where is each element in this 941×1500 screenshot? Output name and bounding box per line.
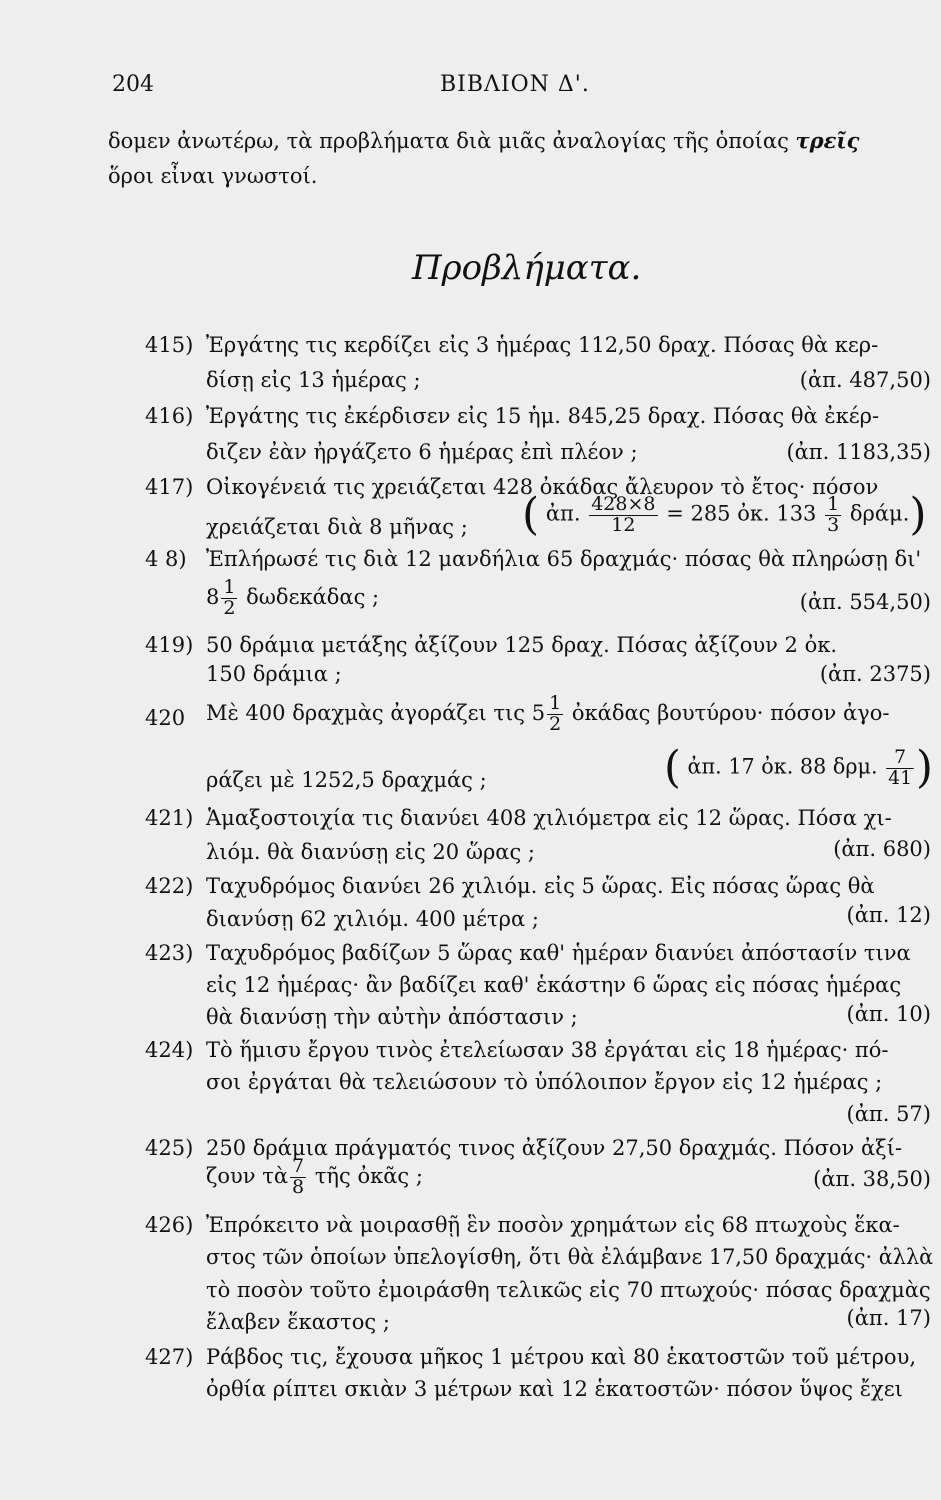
answer: (ἀπ. 38,50)	[813, 1167, 931, 1191]
problem-text: Ἐπρόκειτο νὰ μοιρασθῇ ἓν ποσὸν χρημάτων εἰς 68 πτωχοὺς ἕκα-	[206, 1213, 900, 1237]
denominator: 2	[549, 712, 562, 735]
fraction	[886, 745, 914, 789]
answer-text: ἀπ. 17 ὀκ. 88 δρμ.	[687, 754, 878, 779]
denominator: 3	[827, 513, 840, 536]
problem-text-part: τῆς ὀκᾶς ;	[314, 1163, 423, 1188]
problem-text: Οἰκογένειά τις χρειάζεται 428 ὀκάδας ἄλευρον τὸ ἔτος· πόσον	[206, 475, 879, 499]
problem-text: στος τῶν ὁποίων ὑπελογίσθη, ὅτι θὰ ἐλάμβανε 17,50 δραχμάς· ἀλλὰ	[206, 1245, 934, 1269]
problem-text: διανύσῃ 62 χιλιόμ. 400 μέτρα ;	[206, 907, 539, 931]
problem-text-part: ὀκάδας βουτύρου· πόσον ἀγο-	[571, 700, 890, 725]
answer-text: = 285 ὀκ. 133	[666, 501, 817, 526]
problem-text: Ράβδος τις, ἔχουσα μῆκος 1 μέτρου καὶ 80 ἑκατοστῶν τοῦ μέτρου,	[206, 1345, 917, 1369]
problem-number: 425)	[145, 1136, 194, 1160]
problem-text	[206, 578, 379, 619]
problem-text: σοι ἐργάται θὰ τελειώσουν τὸ ὑπόλοιπον ἔργον εἰς 12 ἡμέρας ;	[206, 1070, 883, 1094]
denominator: 2	[223, 596, 236, 619]
problem-number: 416)	[145, 404, 194, 428]
numerator: 1	[223, 576, 236, 598]
paren-close: )	[909, 489, 927, 540]
paren-open: (	[664, 742, 681, 793]
fraction	[290, 1157, 306, 1198]
fraction	[547, 694, 563, 735]
answer-text: δράμ.	[849, 501, 910, 526]
problem-number: 417)	[145, 475, 194, 499]
problem-text-part: Μὲ 400 δραχμὰς ἀγοράζει τις 5	[206, 700, 546, 725]
problem-number: 424)	[145, 1038, 194, 1062]
problem-number: 426)	[145, 1213, 194, 1237]
denominator: 41	[888, 766, 913, 789]
problem-text: 250 δράμια πράγματός τινος ἀξίζουν 27,50 δραχμάς. Πόσον ἀξί-	[206, 1136, 903, 1160]
problem-number: 4 8)	[145, 547, 187, 571]
answer: (ἀπ. 554,50)	[799, 590, 931, 614]
fraction	[589, 492, 657, 536]
problem-text: χρειάζεται διὰ 8 μῆνας ;	[206, 515, 468, 539]
answer: (ἀπ. 10)	[846, 1002, 931, 1026]
problem-number: 421)	[145, 806, 194, 830]
section-title: Προβλήματα.	[412, 248, 642, 288]
paren-open: (	[522, 489, 540, 540]
numerator: 7	[292, 1155, 305, 1177]
intro-line-2: ὅροι εἶναι γνωστοί.	[108, 164, 318, 188]
answer: (ἀπ. 2375)	[819, 662, 931, 686]
problem-number: 423)	[145, 941, 194, 965]
problem-text: Ἐργάτης τις κερδίζει εἰς 3 ἡμέρας 112,50 δραχ. Πόσας θὰ κερ-	[206, 333, 879, 357]
problem-number: 427)	[145, 1345, 194, 1369]
problem-text: Τὸ ἥμισυ ἔργου τινὸς ἐτελείωσαν 38 ἐργάται εἰς 18 ἡμέρας· πό-	[206, 1038, 889, 1062]
denominator: 12	[611, 513, 636, 536]
problem-text-part: ζουν τὰ	[206, 1163, 289, 1188]
fraction	[221, 578, 237, 619]
answer	[664, 742, 933, 793]
answer: (ἀπ. 487,50)	[799, 368, 931, 392]
numerator: 1	[827, 492, 840, 515]
problem-text: λιόμ. θὰ διανύσῃ εἰς 20 ὥρας ;	[206, 840, 535, 864]
running-title: ΒΙΒΛΙΟΝ Δ'.	[440, 72, 590, 97]
problem-text: θὰ διανύσῃ τὴν αὐτὴν ἀπόστασιν ;	[206, 1005, 578, 1029]
problem-number: 422)	[145, 874, 194, 898]
paren-close: )	[915, 742, 933, 793]
problem-text: Ἐπλήρωσέ τις διὰ 12 μανδήλια 65 δραχμάς· πόσας θὰ πληρώσῃ δι'	[206, 547, 922, 571]
problem-text-rest: δωδεκάδας ;	[246, 584, 380, 609]
answer: (ἀπ. 12)	[846, 903, 931, 927]
intro-line-1	[108, 128, 859, 153]
problem-text: εἰς 12 ἡμέρας· ἂν βαδίζει καθ' ἑκάστην 6 ὥρας εἰς πόσας ἡμέρας	[206, 973, 902, 997]
problem-number: 419)	[145, 633, 194, 657]
problem-text: Ταχυδρόμος διανύει 26 χιλιόμ. εἰς 5 ὥρας. Εἰς πόσας ὥρας θὰ	[206, 874, 875, 898]
problem-text: 150 δράμια ;	[206, 662, 342, 686]
problem-text: 50 δράμια μετάξης ἀξίζουν 125 δραχ. Πόσας ἀξίζουν 2 ὀκ.	[206, 633, 838, 657]
intro-emphasis: τρεῖς	[795, 128, 860, 153]
numerator: 7	[886, 748, 914, 769]
answer	[522, 489, 927, 540]
intro-text: δομεν ἀνωτέρω, τὰ προβλήματα διὰ μιᾶς ἀναλογίας τῆς ὁποίας	[108, 129, 796, 153]
problem-text: Ἐργάτης τις ἐκέρδισεν εἰς 15 ἡμ. 845,25 δραχ. Πόσας θὰ ἐκέρ-	[206, 404, 880, 428]
answer: (ἀπ. 680)	[833, 837, 931, 861]
numerator: 1	[549, 692, 562, 714]
mixed-whole: 8	[206, 584, 220, 609]
problem-text: διζεν ἐὰν ἠργάζετο 6 ἡμέρας ἐπὶ πλέον ;	[206, 440, 638, 464]
problem-number: 420	[145, 706, 186, 730]
answer: (ἀπ. 1183,35)	[786, 440, 931, 464]
answer-prefix: ἀπ.	[545, 501, 581, 526]
fraction	[825, 492, 841, 536]
problem-text: Ταχυδρόμος βαδίζων 5 ὥρας καθ' ἡμέραν διανύει ἀπόστασίν τινα	[206, 941, 911, 965]
problem-text	[206, 694, 889, 735]
problem-number: 415)	[145, 333, 194, 357]
problem-text: τὸ ποσὸν τοῦτο ἐμοιράσθη τελικῶς εἰς 70 πτωχούς· πόσας δραχμὰς	[206, 1278, 931, 1302]
answer: (ἀπ. 57)	[846, 1102, 931, 1126]
problem-text: Ἁμαξοστοιχία τις διανύει 408 χιλιόμετρα εἰς 12 ὥρας. Πόσα χι-	[206, 806, 892, 830]
problem-text: ἔλαβεν ἕκαστος ;	[206, 1310, 390, 1334]
problem-text	[206, 1157, 423, 1198]
problem-text: δίσῃ εἰς 13 ἡμέρας ;	[206, 368, 421, 392]
problem-text: ὀρθία ρίπτει σκιὰν 3 μέτρων καὶ 12 ἑκατοστῶν· πόσον ὕψος ἔχει	[206, 1377, 903, 1401]
denominator: 8	[292, 1175, 305, 1198]
problem-text: ράζει μὲ 1252,5 δραχμάς ;	[206, 768, 487, 792]
answer: (ἀπ. 17)	[846, 1306, 931, 1330]
numerator: 428×8	[591, 492, 656, 515]
page-number: 204	[112, 72, 154, 97]
